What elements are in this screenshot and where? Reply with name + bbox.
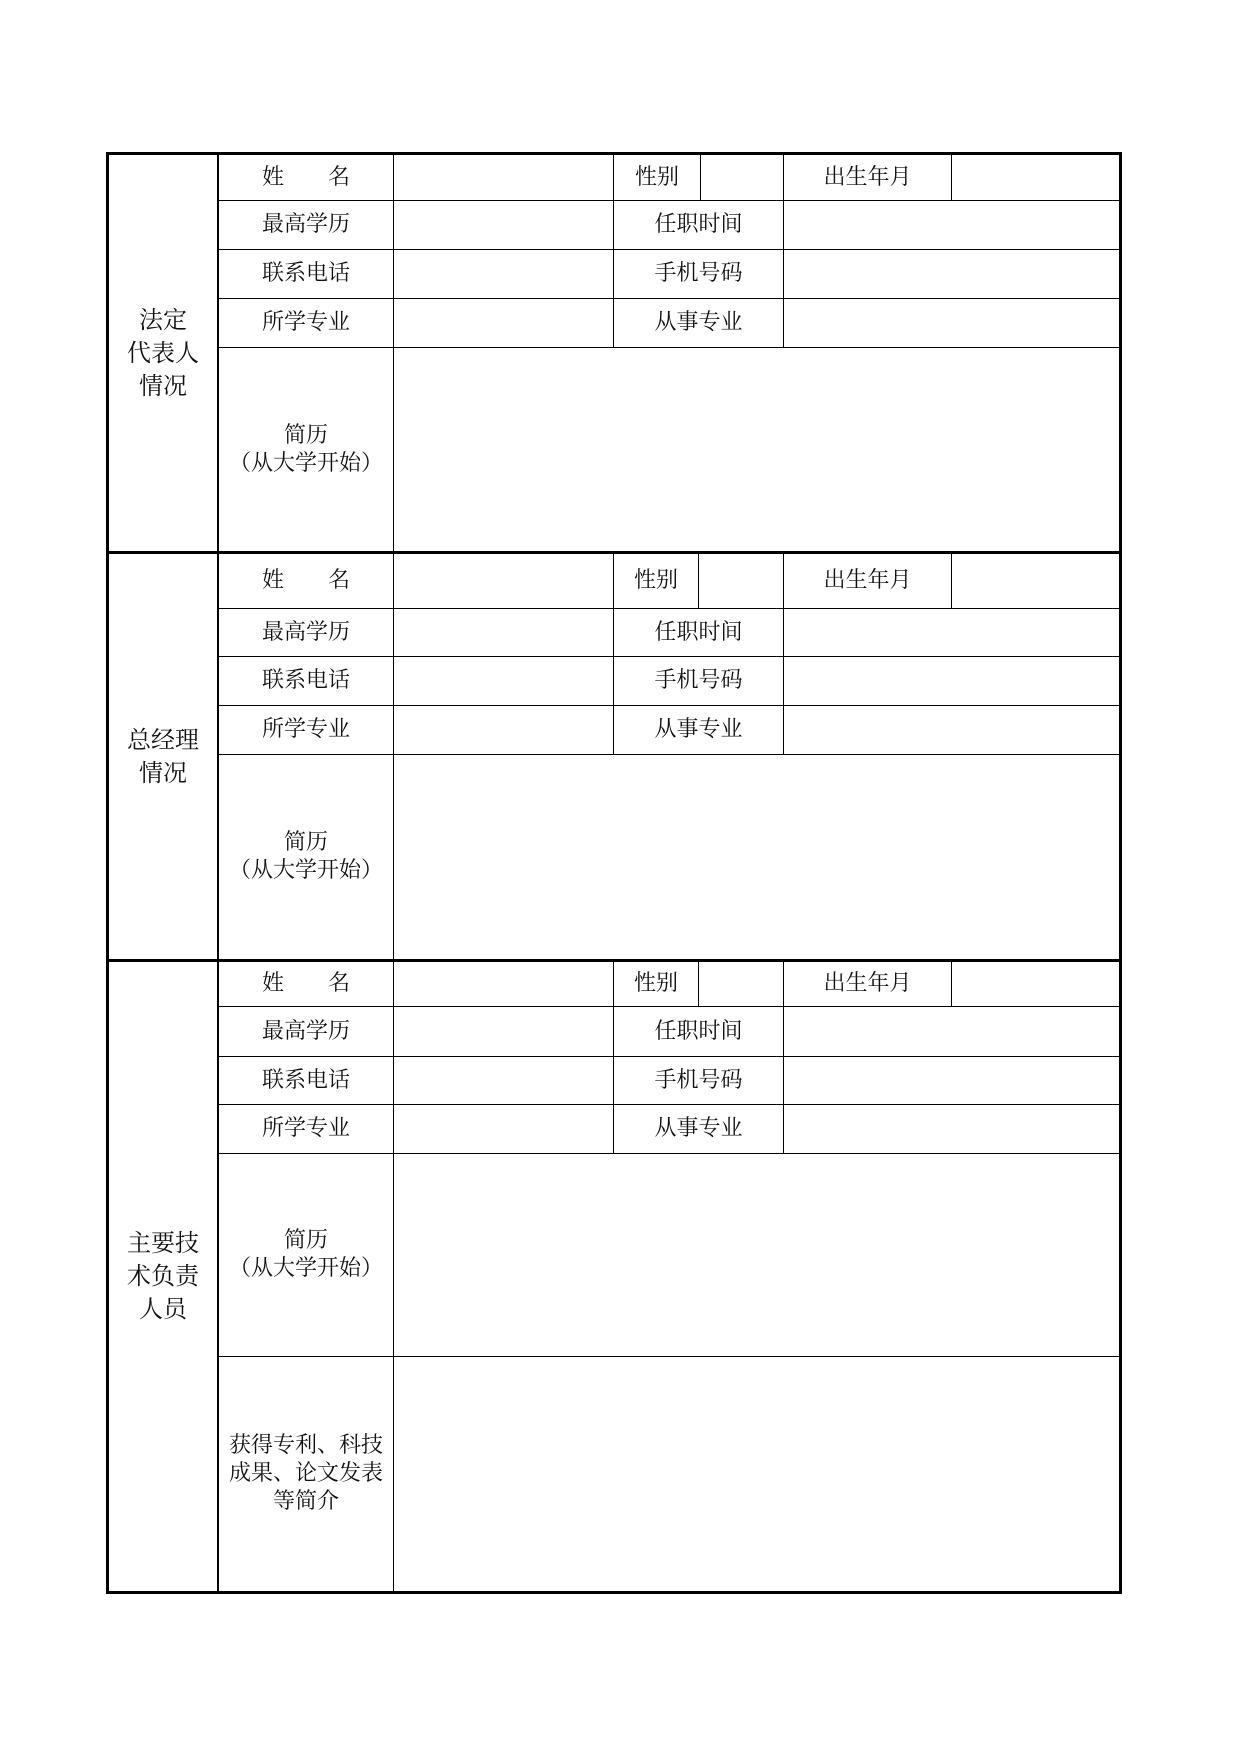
tenure-field[interactable]: [784, 1007, 1119, 1056]
phone-field[interactable]: [394, 1057, 613, 1104]
achievements-label-line: 等简介: [272, 1489, 339, 1514]
phone-field[interactable]: [394, 250, 613, 298]
resume-label: [219, 1154, 393, 1356]
resume-label-line: 简历: [283, 830, 328, 855]
achievements-label-line: 成果、论文发表: [228, 1461, 383, 1486]
birth-label: 出生年月: [823, 971, 912, 996]
gender-field[interactable]: [701, 155, 783, 200]
birth-field[interactable]: [952, 554, 1119, 608]
major-field[interactable]: [394, 299, 613, 347]
name-field[interactable]: [394, 554, 613, 608]
tenure-label: 任职时间: [654, 212, 743, 237]
mobile-field[interactable]: [784, 250, 1119, 298]
major-label: 所学专业: [261, 310, 350, 335]
achievements-label-line: 获得专利、科技: [228, 1433, 383, 1458]
section-title-line: 总经理: [127, 725, 199, 754]
resume-label-line: 简历: [283, 422, 328, 448]
section-title-technical-lead: [109, 962, 217, 1591]
achievements-label: [219, 1357, 393, 1591]
form-border-right: [1119, 152, 1122, 1594]
phone-label: 联系电话: [261, 261, 350, 286]
resume-label-line: （从大学开始）: [228, 1256, 383, 1281]
mobile-label: 手机号码: [654, 668, 743, 693]
tenure-label: 任职时间: [654, 1018, 743, 1044]
major-label: 所学专业: [261, 1116, 350, 1141]
tenure-label: 任职时间: [654, 619, 743, 645]
phone-label: 联系电话: [261, 668, 350, 693]
practice-label: 从事专业: [654, 717, 743, 742]
section-title-general-manager: [109, 554, 217, 959]
practice-field[interactable]: [784, 299, 1119, 347]
education-label: 最高学历: [261, 1018, 350, 1044]
section-title-legal-rep: [109, 155, 217, 551]
section-title-line: 主要技: [127, 1229, 199, 1257]
resume-label: [219, 755, 393, 959]
major-label: 所学专业: [261, 717, 350, 742]
resume-label-line: （从大学开始）: [228, 858, 383, 883]
practice-label: 从事专业: [654, 1116, 743, 1141]
phone-label: 联系电话: [261, 1067, 350, 1093]
birth-field[interactable]: [952, 155, 1119, 200]
practice-label: 从事专业: [654, 310, 743, 335]
birth-label: 出生年月: [823, 568, 912, 593]
gender-field[interactable]: [699, 962, 783, 1006]
mobile-label: 手机号码: [654, 1067, 743, 1093]
name-field[interactable]: [394, 155, 613, 200]
resume-label: [219, 348, 393, 551]
practice-field[interactable]: [784, 706, 1119, 754]
practice-field[interactable]: [784, 1105, 1119, 1153]
section-title-line: 情况: [139, 371, 187, 400]
mobile-field[interactable]: [784, 1057, 1119, 1104]
form-border-bottom: [106, 1591, 1122, 1594]
section-title-line: 法定: [139, 305, 187, 334]
major-field[interactable]: [394, 1105, 613, 1153]
education-field[interactable]: [394, 1007, 613, 1056]
gender-label: 性别: [633, 568, 678, 593]
section-title-line: 代表人: [127, 338, 199, 367]
name-label: 姓 名: [261, 164, 350, 190]
birth-field[interactable]: [952, 962, 1119, 1006]
section-title-line: 术负责: [127, 1262, 199, 1290]
name-field[interactable]: [394, 962, 613, 1006]
gender-label: 性别: [634, 164, 679, 190]
achievements-field[interactable]: [394, 1357, 1119, 1591]
section-title-line: 人员: [139, 1295, 187, 1323]
education-label: 最高学历: [261, 212, 350, 237]
major-field[interactable]: [394, 706, 613, 754]
resume-field[interactable]: [394, 348, 1119, 551]
education-field[interactable]: [394, 201, 613, 249]
gender-label: 性别: [633, 971, 678, 996]
tenure-field[interactable]: [784, 201, 1119, 249]
education-field[interactable]: [394, 609, 613, 656]
gender-field[interactable]: [699, 554, 783, 608]
education-label: 最高学历: [261, 619, 350, 645]
resume-label-line: 简历: [283, 1228, 328, 1253]
section-title-line: 情况: [139, 758, 187, 787]
mobile-field[interactable]: [784, 657, 1119, 705]
tenure-field[interactable]: [784, 609, 1119, 656]
resume-label-line: （从大学开始）: [228, 450, 383, 476]
name-label: 姓 名: [261, 568, 350, 593]
name-label: 姓 名: [261, 971, 350, 996]
birth-label: 出生年月: [823, 164, 912, 190]
phone-field[interactable]: [394, 657, 613, 705]
resume-field[interactable]: [394, 755, 1119, 959]
mobile-label: 手机号码: [654, 261, 743, 286]
resume-field[interactable]: [394, 1154, 1119, 1356]
